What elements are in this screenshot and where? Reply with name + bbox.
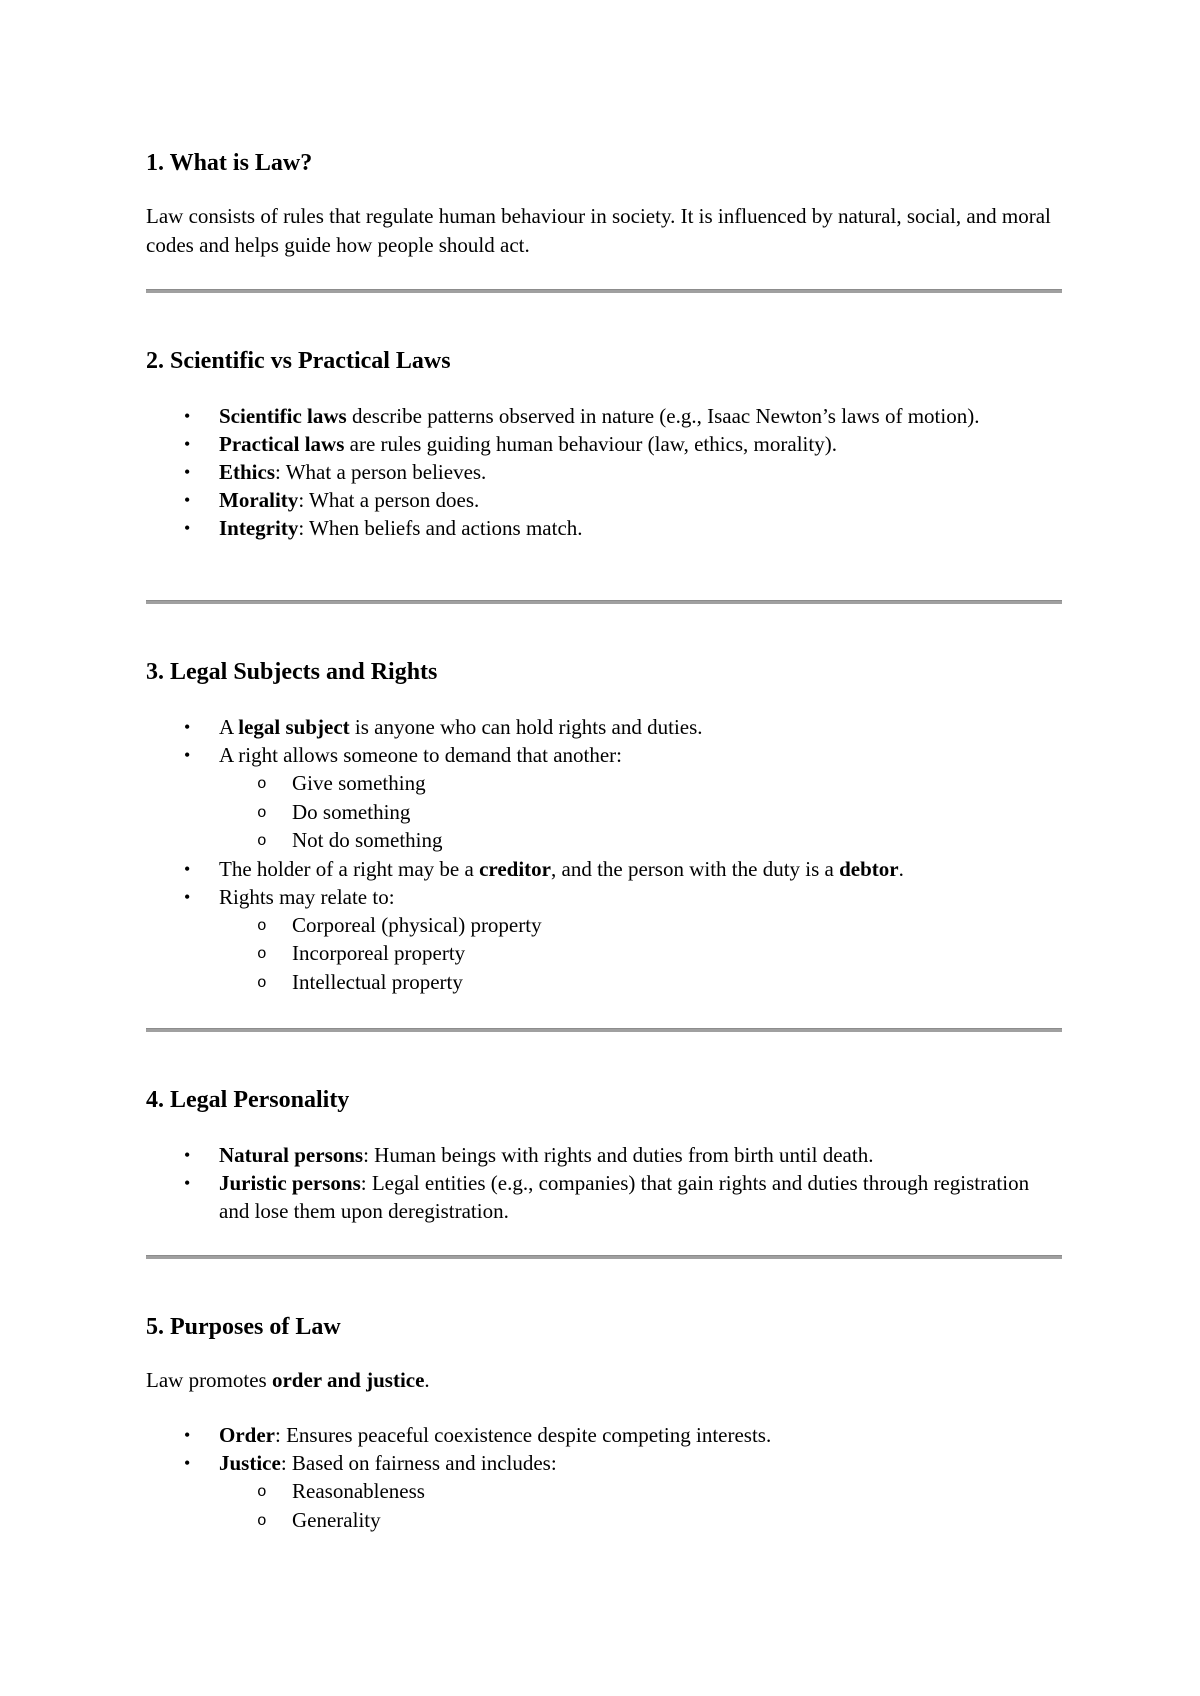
- list-item: [146, 486, 1062, 514]
- sub-list-item-text: Corporeal (physical) property: [292, 912, 542, 937]
- horizontal-divider: [146, 600, 1062, 604]
- horizontal-divider: [146, 1255, 1062, 1259]
- sub-bullet-glyph: o: [257, 1483, 267, 1501]
- sub-list: [219, 911, 1062, 997]
- list-item: [146, 458, 1062, 486]
- list-item-term: Natural persons: [219, 1143, 364, 1167]
- list-item: [146, 1169, 1062, 1225]
- sub-list: [219, 769, 1062, 855]
- list-item-term: Integrity: [219, 516, 299, 540]
- list-item-term: Juristic persons: [219, 1171, 361, 1195]
- sub-list-item-text: Generality: [292, 1507, 381, 1532]
- bullet-glyph: •: [184, 1453, 191, 1473]
- list-item-text: : Human beings with rights and duties from birth until death.: [363, 1143, 874, 1167]
- list-item-term: Practical laws: [219, 432, 345, 456]
- bullet-glyph: •: [184, 1173, 191, 1193]
- paragraph-term: order and justice: [271, 1368, 425, 1392]
- horizontal-divider: [146, 289, 1062, 293]
- section-purposes-of-law: [146, 1312, 1062, 1534]
- paragraph-text: .: [424, 1368, 430, 1392]
- list-item: [146, 741, 1062, 855]
- list-item-text: : Legal entities (e.g., companies) that gain rights and duties through registration and lose them upon deregistration.: [219, 1171, 1030, 1223]
- section-paragraph: Law consists of rules that regulate human behaviour in society. It is influenced by natural, social, and moral codes and helps guide how people should act.: [146, 204, 1051, 257]
- list-item: [146, 1141, 1062, 1169]
- sub-list-item-text: Not do something: [292, 828, 443, 852]
- list-item: [146, 402, 1062, 430]
- sub-bullet-glyph: o: [257, 1511, 267, 1530]
- bullet-glyph: •: [184, 717, 191, 737]
- list-item-text: : Based on fairness and includes:: [280, 1451, 557, 1475]
- bullet-list: [146, 713, 1062, 996]
- list-item-term: Scientific laws: [219, 404, 347, 428]
- sub-list-item: [219, 1506, 1062, 1535]
- bullet-glyph: •: [184, 490, 191, 510]
- list-item-text: Rights may relate to:: [219, 884, 395, 909]
- section-heading: 5. Purposes of Law: [146, 1314, 341, 1340]
- list-item-text: The holder of a right may be a: [219, 856, 480, 881]
- list-item-text: : When beliefs and actions match.: [298, 516, 583, 540]
- section-legal-subjects: [146, 657, 1062, 996]
- section-heading: 4. Legal Personality: [146, 1087, 350, 1113]
- sub-bullet-glyph: o: [257, 945, 267, 963]
- sub-list-item: [219, 798, 1062, 827]
- section-scientific-vs-practical: [146, 346, 1062, 542]
- sub-list-item-text: Do something: [292, 799, 411, 824]
- sub-list: [219, 1477, 1062, 1534]
- sub-list-item: [219, 769, 1062, 798]
- sub-list-item-text: Give something: [292, 771, 426, 795]
- horizontal-divider: [146, 1028, 1062, 1032]
- list-item: [146, 855, 1062, 883]
- list-item-text: A right allows someone to demand that another:: [219, 743, 622, 767]
- list-item-term: Justice: [219, 1451, 281, 1475]
- section-legal-personality: [146, 1085, 1062, 1225]
- bullet-glyph: •: [184, 886, 191, 907]
- list-item-text: describe patterns observed in nature (e.g., Isaac Newton’s laws of motion).: [346, 404, 980, 428]
- list-item-term: creditor: [479, 856, 551, 881]
- list-item-term: legal subject: [238, 715, 350, 739]
- bullet-glyph: •: [184, 434, 191, 454]
- list-item: [146, 883, 1062, 997]
- list-item: [146, 713, 1062, 741]
- bullet-list: [146, 1141, 1062, 1225]
- bullet-glyph: •: [184, 518, 191, 538]
- section-paragraph: [146, 1366, 1062, 1395]
- list-item-term: Ethics: [219, 460, 276, 484]
- sub-list-item: [219, 826, 1062, 855]
- sub-bullet-glyph: o: [257, 775, 267, 793]
- list-item-text: A: [219, 715, 239, 739]
- bullet-glyph: •: [184, 858, 191, 879]
- sub-list-item-text: Intellectual property: [292, 969, 463, 994]
- sub-bullet-glyph: o: [257, 916, 267, 935]
- sub-list-item-text: Reasonableness: [292, 1479, 425, 1503]
- bullet-glyph: •: [184, 1425, 191, 1445]
- sub-bullet-glyph: o: [257, 973, 267, 992]
- list-item-text: : Ensures peaceful coexistence despite competing interests.: [274, 1423, 772, 1447]
- sub-list-item: [219, 939, 1062, 968]
- sub-bullet-glyph: o: [257, 832, 267, 850]
- list-item-text: .: [898, 856, 904, 881]
- bullet-list: [146, 402, 1062, 542]
- bullet-glyph: •: [184, 462, 191, 482]
- bullet-list: [146, 1421, 1062, 1534]
- sub-bullet-glyph: o: [257, 803, 267, 822]
- list-item-text: : What a person believes.: [275, 460, 487, 484]
- list-item-text: , and the person with the duty is a: [551, 856, 840, 881]
- list-item-term: debtor: [839, 856, 899, 881]
- sub-list-item: [219, 1477, 1062, 1506]
- bullet-glyph: •: [184, 406, 191, 426]
- list-item-text: : What a person does.: [298, 488, 480, 512]
- sub-list-item: [219, 968, 1062, 997]
- section-heading: 2. Scientific vs Practical Laws: [146, 348, 451, 374]
- list-item: [146, 1449, 1062, 1534]
- sub-list-item: [219, 911, 1062, 940]
- list-item: [146, 1421, 1062, 1449]
- list-item-text: are rules guiding human behaviour (law, ethics, morality).: [344, 432, 837, 456]
- section-heading: 3. Legal Subjects and Rights: [146, 659, 438, 685]
- bullet-glyph: •: [184, 745, 191, 765]
- sub-list-item-text: Incorporeal property: [292, 941, 466, 965]
- list-item-text: is anyone who can hold rights and duties.: [349, 715, 703, 739]
- paragraph-text: Law promotes: [146, 1368, 272, 1392]
- list-item: [146, 430, 1062, 458]
- section-what-is-law: [146, 148, 1062, 260]
- list-item-term: Morality: [219, 488, 299, 512]
- list-item-term: Order: [219, 1423, 275, 1447]
- section-heading: 1. What is Law?: [146, 150, 313, 176]
- bullet-glyph: •: [184, 1145, 191, 1165]
- list-item: [146, 514, 1062, 542]
